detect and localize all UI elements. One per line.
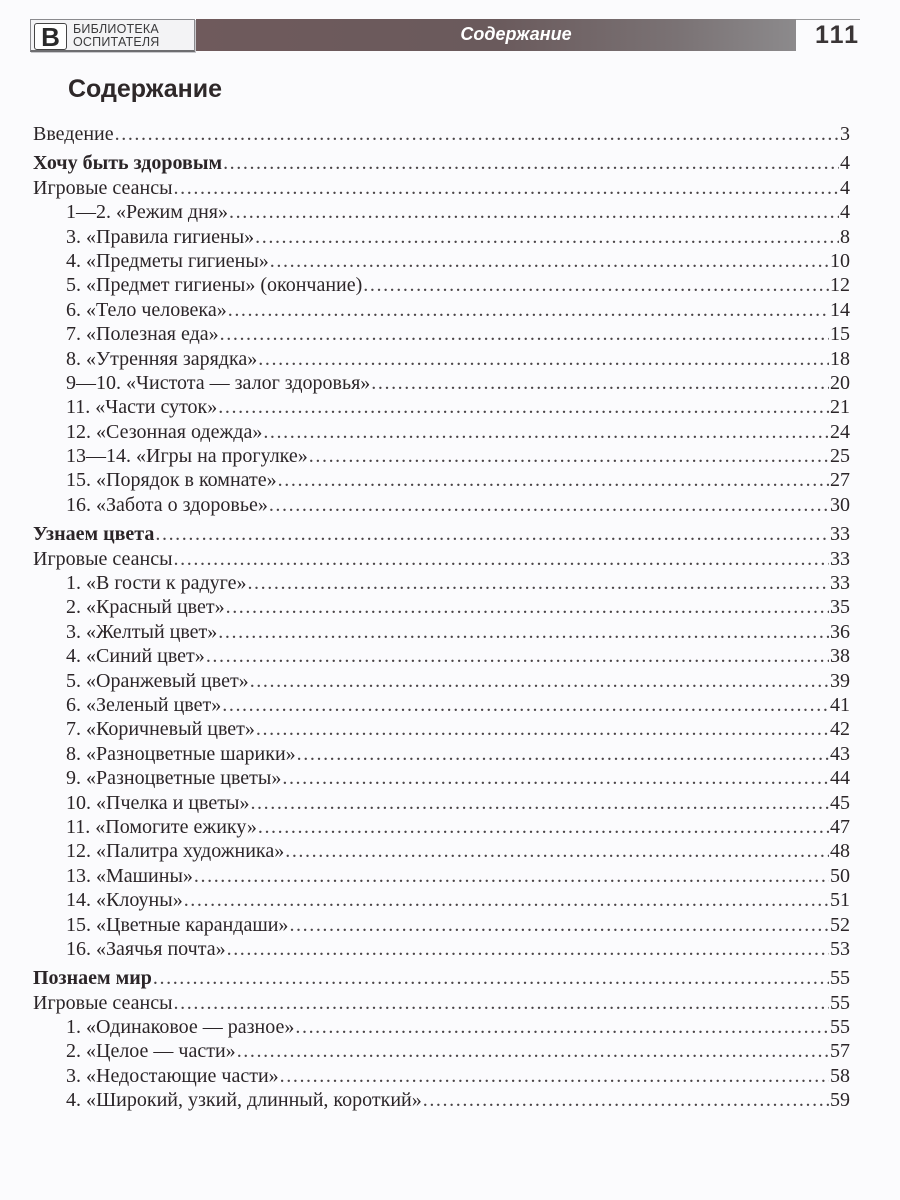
dot-leader <box>280 1064 829 1088</box>
toc-entry-label: 5. «Оранжевый цвет» <box>66 669 249 692</box>
running-head-bar <box>196 19 796 51</box>
toc-section-row <box>33 151 850 175</box>
dot-leader <box>153 966 829 990</box>
toc-entry-page: 4 <box>840 176 850 199</box>
toc-entry-row <box>33 371 850 395</box>
toc-entry-page: 44 <box>830 767 850 790</box>
toc-entry-label: 7. «Коричневый цвет» <box>66 718 255 741</box>
toc-entry-row <box>33 864 850 888</box>
toc-entry-label: 12. «Сезонная одежда» <box>66 420 263 443</box>
dot-leader <box>282 766 829 790</box>
toc-entry-row <box>33 693 850 717</box>
toc-entry-page: 47 <box>830 815 850 838</box>
toc-entry-page: 3 <box>840 123 850 145</box>
toc-entry-row <box>33 644 850 668</box>
toc-entry-page: 25 <box>830 445 850 468</box>
toc-entry-page: 21 <box>830 396 850 419</box>
dot-leader <box>115 122 839 146</box>
toc-entry-row <box>33 742 850 766</box>
toc-entry-label: 4. «Синий цвет» <box>66 645 205 668</box>
dot-leader <box>371 371 829 395</box>
toc-entry-page: 14 <box>830 298 850 321</box>
dot-leader <box>206 644 829 668</box>
toc-entry-label: 4. «Широкий, узкий, длинный, короткий» <box>66 1089 422 1112</box>
dot-leader <box>250 791 829 815</box>
toc-entry-page: 27 <box>830 469 850 492</box>
toc-entry-page: 4 <box>840 152 850 175</box>
dot-leader <box>218 395 829 419</box>
toc-entry-page: 55 <box>830 1016 850 1039</box>
toc-entry-label: Познаем мир <box>33 967 152 990</box>
toc-entry-page: 45 <box>830 791 850 814</box>
toc-entry-label: 9. «Разноцветные цветы» <box>66 767 282 790</box>
toc-entry-row <box>33 249 850 273</box>
toc-entry-page: 55 <box>830 991 850 1014</box>
series-name-line2: ОСПИТАТЕЛЯ <box>73 35 160 49</box>
toc-entry-page: 48 <box>830 840 850 863</box>
toc-entry-label: 2. «Целое — части» <box>66 1040 236 1063</box>
toc-entry-page: 12 <box>830 274 850 297</box>
toc-entry-page: 8 <box>840 225 850 248</box>
toc-entry-page: 58 <box>830 1064 850 1087</box>
toc-entry-row <box>33 547 850 571</box>
series-logo <box>30 19 195 52</box>
series-letter-icon: В <box>34 23 67 50</box>
dot-leader <box>250 669 829 693</box>
toc-entry-label: Игровые сеансы <box>33 176 173 199</box>
dot-leader <box>269 493 829 517</box>
toc-entry-label: 2. «Красный цвет» <box>66 596 225 619</box>
toc-entry-row <box>33 815 850 839</box>
toc-entry-row <box>33 395 850 419</box>
toc-entry-row <box>33 420 850 444</box>
dot-leader <box>309 444 829 468</box>
toc-entry-row <box>33 322 850 346</box>
toc-entry-label: 11. «Помогите ежику» <box>66 815 257 838</box>
toc-entry-page: 33 <box>830 547 850 570</box>
toc-entry-page: 35 <box>830 596 850 619</box>
toc-entry-page: 24 <box>830 420 850 443</box>
toc-entry-label: 10. «Пчелка и цветы» <box>66 791 250 814</box>
toc-entry-row <box>33 620 850 644</box>
toc-section-row <box>33 966 850 990</box>
dot-leader <box>237 1039 829 1063</box>
toc-entry-label: Введение <box>33 123 114 145</box>
toc-entry-page: 18 <box>830 347 850 370</box>
toc-entry-page: 4 <box>840 201 850 224</box>
toc-entry-row <box>33 913 850 937</box>
toc-entry-row <box>33 791 850 815</box>
dot-leader <box>184 888 829 912</box>
dot-leader <box>423 1088 829 1112</box>
toc-entry-label: 6. «Тело человека» <box>66 298 227 321</box>
toc-entry-label: 15. «Порядок в комнате» <box>66 469 277 492</box>
dot-leader <box>256 717 829 741</box>
dot-leader <box>263 420 829 444</box>
dot-leader <box>278 468 829 492</box>
toc-entry-label: 8. «Разноцветные шарики» <box>66 742 296 765</box>
toc-entry-label: 4. «Предметы гигиены» <box>66 249 269 272</box>
toc-entry-label: 3. «Недостающие части» <box>66 1064 279 1087</box>
dot-leader <box>270 249 829 273</box>
toc-entry-label: 3. «Желтый цвет» <box>66 620 218 643</box>
toc-section-row <box>33 522 850 546</box>
toc-entry-row <box>33 595 850 619</box>
toc-entry-row <box>33 444 850 468</box>
dot-leader <box>258 347 829 371</box>
dot-leader <box>227 937 829 961</box>
toc-entry-page: 51 <box>830 889 850 912</box>
toc-entry-page: 30 <box>830 493 850 516</box>
toc-entry-page: 15 <box>830 323 850 346</box>
dot-leader <box>194 864 829 888</box>
dot-leader <box>226 595 829 619</box>
dot-leader <box>222 693 829 717</box>
dot-leader <box>247 571 829 595</box>
toc-entry-label: Игровые сеансы <box>33 991 173 1014</box>
toc-entry-row <box>33 298 850 322</box>
toc-entry-row <box>33 766 850 790</box>
toc-entry-label: 13—14. «Игры на прогулке» <box>66 445 308 468</box>
toc-entry-page: 57 <box>830 1040 850 1063</box>
toc-entry-page: 42 <box>830 718 850 741</box>
running-head: Содержание <box>460 24 572 44</box>
toc-entry-page: 55 <box>830 967 850 990</box>
toc-entry-row <box>33 991 850 1015</box>
dot-leader <box>258 815 829 839</box>
toc-entry-row <box>33 839 850 863</box>
toc-entry-page: 41 <box>830 693 850 716</box>
toc-entry-label: 7. «Полезная еда» <box>66 323 219 346</box>
toc-entry-page: 59 <box>830 1089 850 1112</box>
dot-leader <box>174 547 829 571</box>
dot-leader <box>174 176 839 200</box>
toc-entry-label: 8. «Утренняя зарядка» <box>66 347 258 370</box>
dot-leader <box>174 991 829 1015</box>
toc-entry-label: 15. «Цветные карандаши» <box>66 913 289 936</box>
toc-entry-label: Игровые сеансы <box>33 547 173 570</box>
toc-entry-label: 3. «Правила гигиены» <box>66 225 255 248</box>
toc-entry-page: 33 <box>830 523 850 546</box>
toc-entry-page: 38 <box>830 645 850 668</box>
toc-title: Содержание <box>68 75 223 103</box>
dot-leader <box>363 273 829 297</box>
toc-entry-row <box>33 493 850 517</box>
toc-entry-label: 14. «Клоуны» <box>66 889 183 912</box>
dot-leader <box>218 620 829 644</box>
toc-entry-label: 1. «В гости к радуге» <box>66 572 247 595</box>
toc-entry-row <box>33 1088 850 1112</box>
toc-entry-label: 6. «Зеленый цвет» <box>66 693 222 716</box>
toc-entry-page: 50 <box>830 864 850 887</box>
toc-entry-label: 1—2. «Режим дня» <box>66 201 228 224</box>
toc-entry-row <box>33 468 850 492</box>
toc-entry-label: 16. «Забота о здоровье» <box>66 493 268 516</box>
toc-entry-page: 53 <box>830 937 850 960</box>
toc-entry-page: 52 <box>830 913 850 936</box>
toc-entry-row <box>33 937 850 961</box>
toc-entry-row <box>33 176 850 200</box>
toc-entry-label: Хочу быть здоровым <box>33 152 223 175</box>
toc-entry-row <box>33 225 850 249</box>
dot-leader <box>295 1015 829 1039</box>
series-name-line1: БИБЛИОТЕКА <box>73 22 159 36</box>
toc-entry-label: Узнаем цвета <box>33 523 155 546</box>
toc-entry-page: 10 <box>830 249 850 272</box>
toc-entry-row <box>33 571 850 595</box>
dot-leader <box>155 522 829 546</box>
dot-leader <box>255 225 839 249</box>
page-header <box>30 19 860 53</box>
toc-entry-page: 36 <box>830 620 850 643</box>
dot-leader <box>220 322 829 346</box>
toc-entry-row <box>33 1015 850 1039</box>
toc-entry-page: 39 <box>830 669 850 692</box>
dot-leader <box>229 200 839 224</box>
dot-leader <box>289 913 829 937</box>
toc-entry-label: 9—10. «Чистота — залог здоровья» <box>66 371 371 394</box>
toc-entry-row <box>33 347 850 371</box>
toc-entry-page: 43 <box>830 742 850 765</box>
page-number: 111 <box>815 21 860 49</box>
toc-entry-page: 33 <box>830 572 850 595</box>
table-of-contents <box>33 122 850 1113</box>
toc-entry-row <box>33 717 850 741</box>
toc-entry-row <box>33 888 850 912</box>
series-name <box>73 23 160 49</box>
toc-entry-row <box>33 200 850 224</box>
toc-entry-label: 11. «Части суток» <box>66 396 218 419</box>
toc-entry-label: 13. «Машины» <box>66 864 193 887</box>
toc-entry-label: 16. «Заячья почта» <box>66 937 226 960</box>
toc-entry-row <box>33 1039 850 1063</box>
toc-entry-label: 1. «Одинаковое — разное» <box>66 1016 295 1039</box>
toc-entry-row <box>33 273 850 297</box>
dot-leader <box>228 298 829 322</box>
dot-leader <box>297 742 829 766</box>
toc-entry-row <box>33 122 850 146</box>
toc-entry-row <box>33 1064 850 1088</box>
dot-leader <box>285 839 829 863</box>
toc-entry-label: 12. «Палитра художника» <box>66 840 285 863</box>
toc-entry-row <box>33 669 850 693</box>
toc-entry-page: 20 <box>830 371 850 394</box>
toc-entry-label: 5. «Предмет гигиены» (окончание) <box>66 274 363 297</box>
dot-leader <box>223 151 839 175</box>
